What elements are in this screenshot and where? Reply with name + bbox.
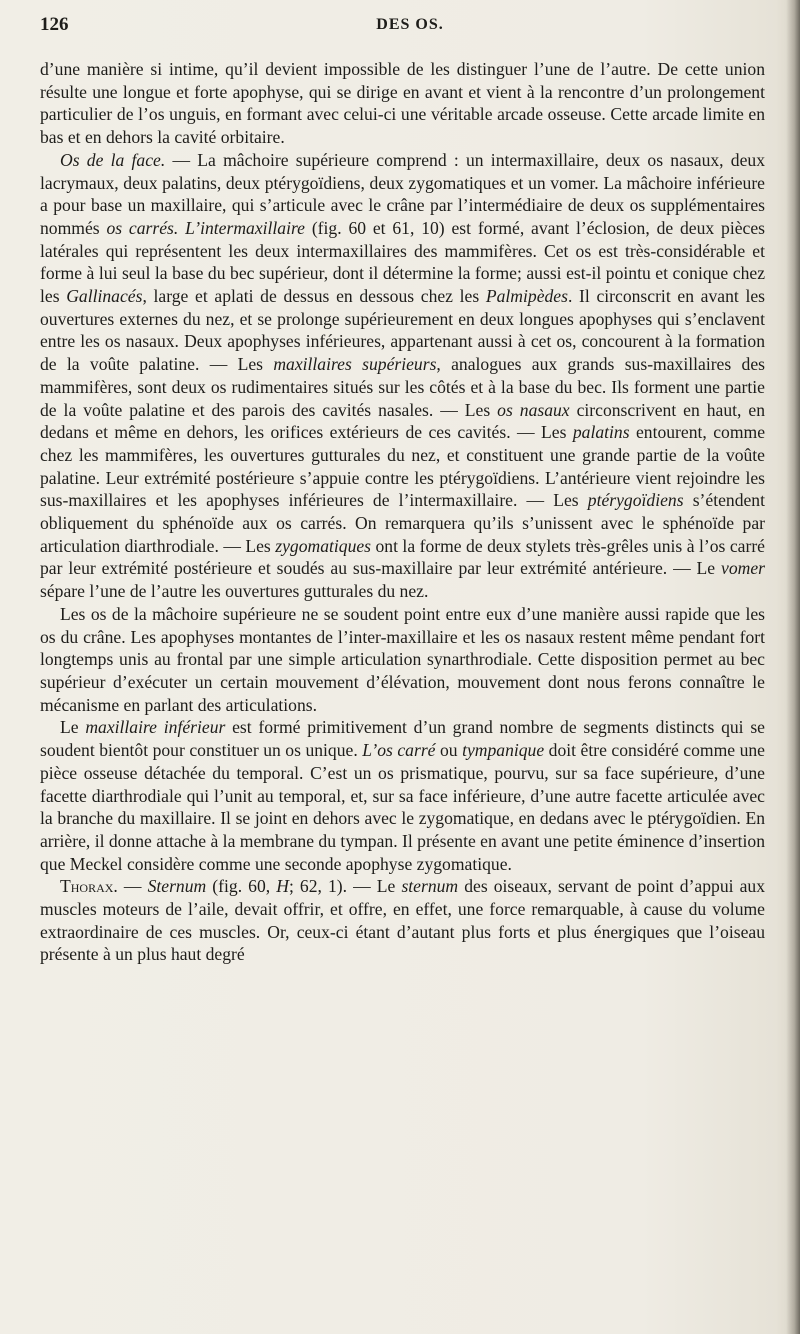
- body-text: [40, 58, 765, 966]
- text-run: circonscrivent en haut, en dedans et même en dehors, les orifices extérieurs de ces cavités. — Les: [40, 399, 765, 443]
- text-run: est formé primitivement d’un grand nombre de segments distincts qui se soudent bientôt pour constituer un os unique.: [40, 717, 765, 761]
- text-run: (fig. 60 et 61, 10) est formé, avant l’éclosion, de deux pièces latérales qui représentent les deux intermaxillaires des mammifères. Cet os est très-considérable et forme à lui seul la base du bec supérieur, dont il détermine la forme; aussi est-il pointu et conique chez les: [40, 217, 765, 307]
- text-run: — La mâchoire supérieure comprend : un intermaxillaire, deux os nasaux, deux lacrymaux, deux palatins, deux ptérygoïdiens, deux zygomatiques et un vomer. La mâchoire inférieure a pour base un maxillaire, qui s’articule avec le crâne par l’intermédiaire de deux os supplémentaires nommés: [40, 149, 765, 238]
- text-run: Les os de la mâchoire supérieure ne se soudent point entre eux d’une manière aussi rapide que les os du crâne. Les apophyses montantes de l’inter-maxillaire et les os nasaux restent même pendant fort longtemps unis au frontal par une simple articulation synarthrodiale. Cette disposition permet au bec supérieur d’exécuter un certain mouvement d’élévation, mouvement dont nous ferons connaître le mécanisme en parlant des articulations.: [40, 603, 765, 715]
- italic-term: os carrés.: [106, 217, 179, 238]
- italic-term: tympanique: [462, 740, 545, 761]
- italic-term: Os de la face.: [60, 149, 166, 170]
- text-run: . Il circonscrit en avant les ouvertures externes du nez, et se prolonge supérieurement en deux longues apophyses qui s’enclavent entre les os nasaux. Deux apophyses inférieures, appartenant aussi à cet os, concourent à la formation de la voûte palatine. — Les: [40, 286, 765, 375]
- italic-term: ptérygoïdiens: [587, 490, 684, 511]
- text-run: (fig. 60,: [206, 876, 277, 897]
- italic-term: zygomatiques: [275, 535, 372, 556]
- text-run: s’étendent obliquement du sphénoïde aux os carrés. On remarquera qu’ils s’unissent avec le sphénoïde par articulation diarthrodiale. — Les: [40, 490, 765, 556]
- text-run: des oiseaux, servant de point d’appui aux muscles moteurs de l’aile, devait offrir, et offre, en effet, une force remarquable, à cause du volume extraordinaire de ces muscles. Or, ceux-ci étant d’autant plus forts et plus énergiques que l’oiseau présente à un plus haut degré: [40, 876, 765, 965]
- text-run: Le: [60, 717, 86, 738]
- text-run: ; 62, 1). — Le: [288, 876, 402, 897]
- italic-term: maxillaire inférieur: [85, 717, 226, 738]
- italic-term: Palmipèdes: [485, 286, 568, 307]
- italic-term: Sternum: [147, 876, 207, 897]
- italic-term: H: [276, 876, 289, 897]
- italic-term: maxillaires supérieurs: [273, 354, 437, 375]
- text-run: , large et aplati de dessus en dessous chez les: [142, 286, 486, 307]
- italic-term: sternum: [401, 876, 459, 897]
- paragraph-4: [40, 716, 765, 875]
- italic-term: os nasaux: [497, 399, 570, 420]
- italic-term: palatins: [572, 422, 630, 443]
- text-run: doit être considéré comme une pièce osseuse détachée du temporal. C’est un os prismatique, pourvu, sur sa face supérieure, d’une facette diarthrodiale qui l’unit au temporal, et, sur sa face inférieure, d’une autre facette articulée avec la branche du maxillaire. Il se joint en dehors avec le zygomatique, en dedans avec le ptérygoïdien. En arrière, il donne attache à la membrane du tympan. Il présente en avant une petite éminence d’insertion que Meckel considère comme une seconde apophyse zygomatique.: [40, 740, 765, 874]
- text-run: ont la forme de deux stylets très-grêles unis à l’os carré par leur extrémité postérieure et soudés au sus-maxillaire par leur extrémité antérieure. — Le: [40, 535, 765, 579]
- running-head: DES OS.: [376, 16, 444, 33]
- page-header: [40, 14, 780, 42]
- section-heading: Thorax.: [60, 876, 118, 897]
- text-run: ou: [435, 740, 463, 761]
- text-run: sépare l’une de l’autre les ouvertures gutturales du nez.: [40, 581, 429, 602]
- italic-term: L’intermaxillaire: [185, 217, 305, 238]
- paragraph-5: [40, 875, 765, 966]
- paragraph-2: [40, 149, 765, 603]
- text-run: —: [117, 876, 148, 897]
- page-number: 126: [40, 14, 69, 35]
- text-run: , analogues aux grands sus-maxillaires des mammifères, sont deux os rudimentaires situés sur les côtés et à la base du bec. Ils forment une partie de la voûte palatine et des parois des cavités nasales. — Les: [40, 354, 765, 420]
- italic-term: Gallinacés: [66, 286, 143, 307]
- text-run: entourent, comme chez les mammifères, les ouvertures gutturales du nez, et constituent une grande partie de la voûte palatine. Leur extrémité postérieure s’appuie contre les ptérygoïdiens. L’antérieure vient rejoindre les sus-maxillaires et les apophyses inférieures de l’intermaxillaire. — Les: [40, 422, 765, 511]
- page-edge-shadow: [786, 0, 800, 1334]
- text-run: d’une manière si intime, qu’il devient impossible de les distinguer l’une de l’autre. De cette union résulte une longue et forte apophyse, qui se dirige en avant et vient à la rencontre d’un prolongement particulier de l’os unguis, en formant avec celui-ci une véritable arcade osseuse. Cette arcade limite en bas et en dehors la cavité orbitaire.: [40, 59, 765, 148]
- paragraph-1: [40, 58, 765, 149]
- paragraph-3: [40, 603, 765, 717]
- italic-term: vomer: [721, 558, 765, 579]
- italic-term: L’os carré: [362, 740, 436, 761]
